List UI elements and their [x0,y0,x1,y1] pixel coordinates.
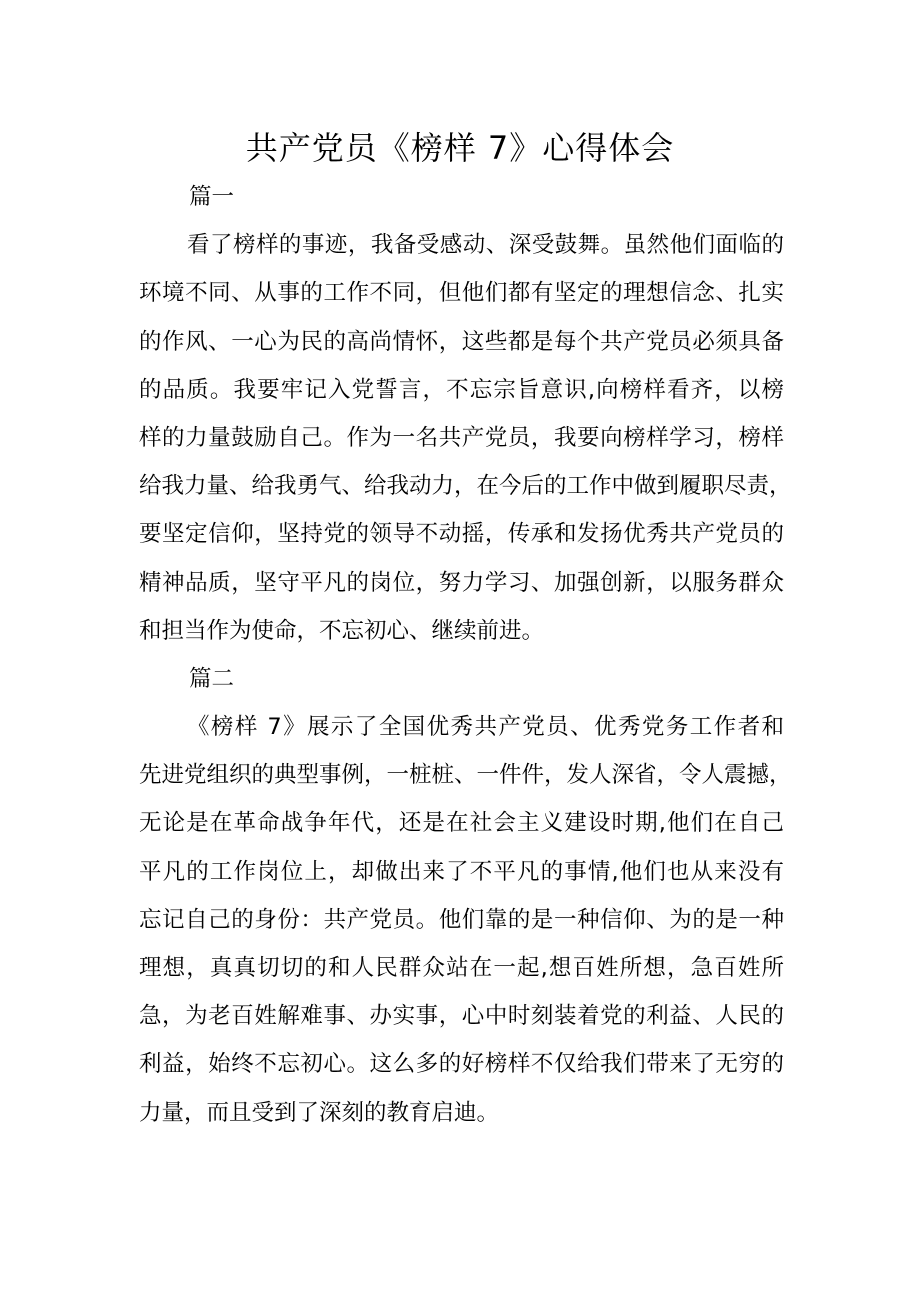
paragraph-line: 要坚定信仰，坚持党的领导不动摇，传承和发扬优秀共产党员的 [139,521,784,548]
paragraph-line: 精神品质，坚守平凡的岗位，努力学习、加强创新，以服务群众 [139,569,784,596]
paragraph-line: 《榜样 7》展示了全国优秀共产党员、优秀党务工作者和 [187,714,784,741]
paragraph-line: 给我力量、给我勇气、给我动力，在今后的工作中做到履职尽责， [139,473,792,500]
paragraph-line: 急，为老百姓解难事、办实事，心中时刻装着党的利益、人民的 [139,1003,784,1030]
paragraph-line: 理想，真真切切的和人民群众站在一起,想百姓所想，急百姓所 [139,955,784,981]
paragraph-line: 环境不同、从事的工作不同，但他们都有坚定的理想信念、扎实 [139,280,784,307]
document-title: 共产党员《榜样 7》心得体会 [245,129,675,167]
paragraph-line: 和担当作为使命，不忘初心、继续前进。 [139,617,545,644]
section-heading-1: 篇一 [189,184,235,210]
paragraph-line: 样的力量鼓励自己。作为一名共产党员，我要向榜样学习，榜样 [139,424,784,451]
section-heading-2: 篇二 [189,665,235,692]
paragraph-line: 利益，始终不忘初心。这么多的好榜样不仅给我们带来了无穷的 [139,1051,784,1078]
paragraph-line: 的品质。我要牢记入党誓言，不忘宗旨意识,向榜样看齐，以榜 [139,376,784,403]
document-body [139,173,792,1137]
paragraph-line: 力量，而且受到了深刻的教育启迪。 [139,1099,500,1126]
paragraph-line: 的作风、一心为民的高尚情怀，这些都是每个共产党员必须具备 [139,328,784,355]
paragraph-line: 平凡的工作岗位上，却做出来了不平凡的事情,他们也从来没有 [139,858,784,885]
paragraph-line: 无论是在革命战争年代，还是在社会主义建设时期,他们在自己 [139,810,784,837]
paragraph-line: 看了榜样的事迹，我备受感动、深受鼓舞。虽然他们面临的 [187,232,784,259]
paragraph-line: 先进党组织的典型事例，一桩桩、一件件，发人深省，令人震撼， [139,762,792,789]
paragraph-line: 忘记自己的身份：共产党员。他们靠的是一种信仰、为的是一种 [139,906,784,933]
